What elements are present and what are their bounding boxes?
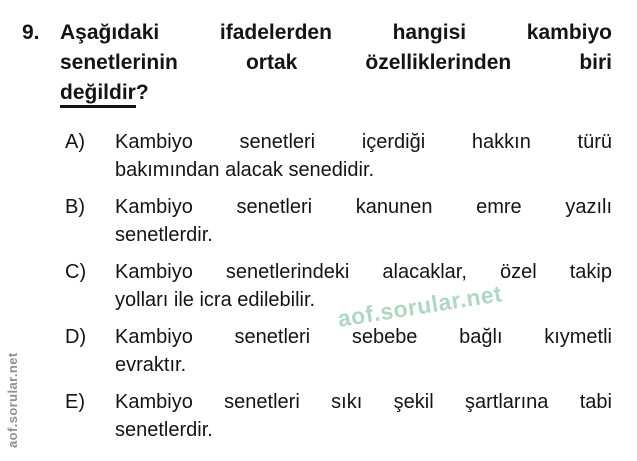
underlined-word: değildir: [60, 81, 136, 108]
question-text: [60, 18, 612, 108]
option-e-label: E): [65, 391, 85, 413]
option-a-line-2: bakımından alacak senedidir.: [115, 159, 375, 181]
option-a-text: [115, 128, 612, 184]
options-list: [65, 128, 612, 453]
option-a-label: A): [65, 131, 85, 153]
option-c-text: [115, 258, 612, 314]
option-c: [65, 258, 612, 314]
option-b-line-2: senetlerdir.: [115, 224, 213, 246]
option-e-text: [115, 388, 612, 444]
option-e: [65, 388, 612, 444]
option-a-line-1: Kambiyo senetleri içerdiği hakkın türü: [115, 131, 612, 153]
watermark-left: aof.sorular.net: [5, 352, 20, 448]
question-number: 9.: [22, 21, 40, 44]
option-e-line-1: Kambiyo senetleri sıkı şekil şartlarına tabi: [115, 391, 612, 413]
watermark-center: aof.sorular.net: [335, 280, 504, 332]
option-a: [65, 128, 612, 184]
option-c-label: C): [65, 261, 87, 283]
option-e-line-2: senetlerdir.: [115, 419, 213, 441]
question-block: [22, 18, 612, 108]
option-b-text: [115, 193, 612, 249]
option-d-line-2: evraktır.: [115, 354, 187, 376]
question-line-2: senetlerinin ortak özelliklerinden biri: [60, 51, 612, 74]
option-d-text: [115, 323, 612, 379]
option-d: [65, 323, 612, 379]
option-b-label: B): [65, 196, 85, 218]
option-b-line-1: Kambiyo senetleri kanunen emre yazılı: [115, 196, 612, 218]
question-line-1: Aşağıdaki ifadelerden hangisi kambiyo: [60, 21, 612, 44]
option-c-line-2: yolları ile icra edilebilir.: [115, 289, 316, 311]
option-b: [65, 193, 612, 249]
option-d-label: D): [65, 326, 87, 348]
question-line-3: [60, 78, 612, 108]
question-mark: ?: [135, 81, 149, 104]
option-d-line-1: Kambiyo senetleri sebebe bağlı kıymetli: [115, 326, 612, 348]
option-c-line-1: Kambiyo senetlerindeki alacaklar, özel takip: [115, 261, 612, 283]
